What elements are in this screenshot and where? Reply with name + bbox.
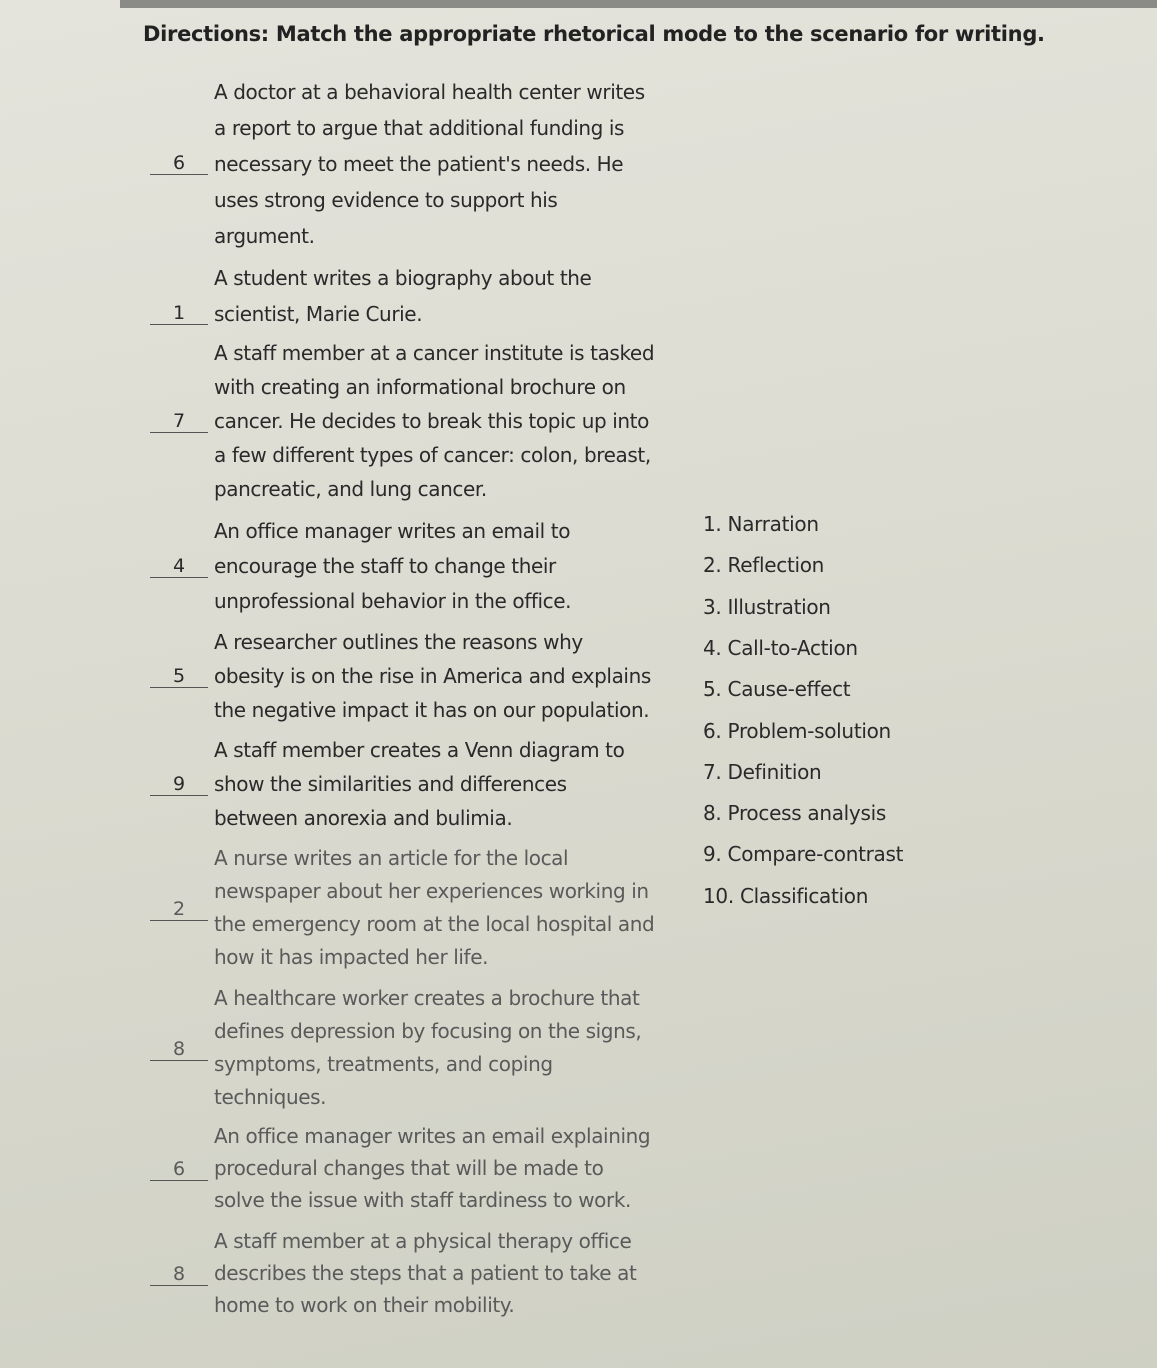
answer-blank[interactable]: 8: [150, 1263, 208, 1286]
scenario-line: symptoms, treatments, and coping: [214, 1052, 553, 1076]
scenario-line: a report to argue that additional funding is: [214, 116, 625, 140]
scenario-line: procedural changes that will be made to: [214, 1156, 604, 1180]
scenario-text: [214, 842, 734, 974]
mode-option: 9. Compare-contrast: [703, 842, 904, 867]
scenario-line: encourage the staff to change their: [214, 554, 556, 578]
scenario-line: A researcher outlines the reasons why: [214, 630, 583, 654]
scenario-line: An office manager writes an email explaining: [214, 1124, 651, 1148]
answer-blank[interactable]: 6: [150, 152, 208, 175]
mode-option: 5. Cause-effect: [703, 677, 851, 702]
scenario-line: A staff member at a physical therapy office: [214, 1229, 632, 1253]
mode-option: 8. Process analysis: [703, 801, 886, 826]
scenario-line: a few different types of cancer: colon, breast,: [214, 443, 651, 467]
scenario-line: A doctor at a behavioral health center writes: [214, 80, 645, 104]
scenario-text: [214, 625, 734, 727]
scenario-line: An office manager writes an email to: [214, 519, 571, 543]
scenario-text: [214, 1120, 734, 1216]
scenario-text: [214, 336, 734, 506]
scenario-line: defines depression by focusing on the signs,: [214, 1019, 642, 1043]
scenario-text: [214, 982, 734, 1114]
answer-blank[interactable]: 6: [150, 1158, 208, 1181]
answer-blank[interactable]: 2: [150, 898, 208, 921]
scenario-line: home to work on their mobility.: [214, 1293, 515, 1317]
answer-blank[interactable]: 5: [150, 665, 208, 688]
mode-option: 3. Illustration: [703, 594, 831, 619]
scenario-line: argument.: [214, 224, 315, 248]
scenario-line: show the similarities and differences: [214, 772, 567, 796]
top-edge: [120, 0, 1157, 8]
scenario-line: how it has impacted her life.: [214, 945, 489, 969]
scenario-line: cancer. He decides to break this topic up into: [214, 409, 649, 433]
scenario-text: [214, 74, 734, 254]
directions: Directions: Match the appropriate rhetorical mode to the scenario for writing.: [143, 22, 1045, 46]
scenario-line: the emergency room at the local hospital and: [214, 912, 655, 936]
scenario-line: A student writes a biography about the: [214, 266, 592, 290]
mode-option: 6. Problem-solution: [703, 718, 891, 743]
scenario-text: [214, 1225, 734, 1321]
scenario-line: obesity is on the rise in America and explains: [214, 664, 651, 688]
scenario-line: pancreatic, and lung cancer.: [214, 477, 487, 501]
scenario-line: techniques.: [214, 1085, 327, 1109]
scenario-text: [214, 733, 734, 835]
scenario-line: between anorexia and bulimia.: [214, 806, 513, 830]
scenario-line: A staff member creates a Venn diagram to: [214, 738, 625, 762]
scenario-line: A healthcare worker creates a brochure that: [214, 986, 640, 1010]
answer-blank[interactable]: 1: [150, 302, 208, 325]
answer-blank[interactable]: 7: [150, 410, 208, 433]
answer-blank[interactable]: 9: [150, 773, 208, 796]
mode-option: 2. Reflection: [703, 553, 825, 578]
scenario-line: A staff member at a cancer institute is tasked: [214, 341, 655, 365]
mode-option: 7. Definition: [703, 759, 822, 784]
scenario-text: [214, 514, 734, 619]
mode-option: 1. Narration: [703, 512, 819, 536]
scenario-line: unprofessional behavior in the office.: [214, 589, 572, 613]
answer-blank[interactable]: 4: [150, 555, 208, 578]
scenario-line: uses strong evidence to support his: [214, 188, 558, 212]
scenario-line: solve the issue with staff tardiness to work.: [214, 1188, 631, 1212]
scenario-line: with creating an informational brochure on: [214, 375, 626, 399]
scenario-line: necessary to meet the patient's needs. He: [214, 152, 624, 176]
answer-blank[interactable]: 8: [150, 1038, 208, 1061]
scenario-line: newspaper about her experiences working in: [214, 879, 649, 903]
mode-option: 4. Call-to-Action: [703, 635, 858, 660]
mode-option: 10. Classification: [703, 883, 869, 908]
scenario-text: [214, 260, 734, 332]
scenario-line: the negative impact it has on our population.: [214, 698, 650, 722]
scenario-line: scientist, Marie Curie.: [214, 302, 423, 326]
scenario-line: describes the steps that a patient to take at: [214, 1261, 637, 1285]
scenario-line: A nurse writes an article for the local: [214, 846, 569, 870]
